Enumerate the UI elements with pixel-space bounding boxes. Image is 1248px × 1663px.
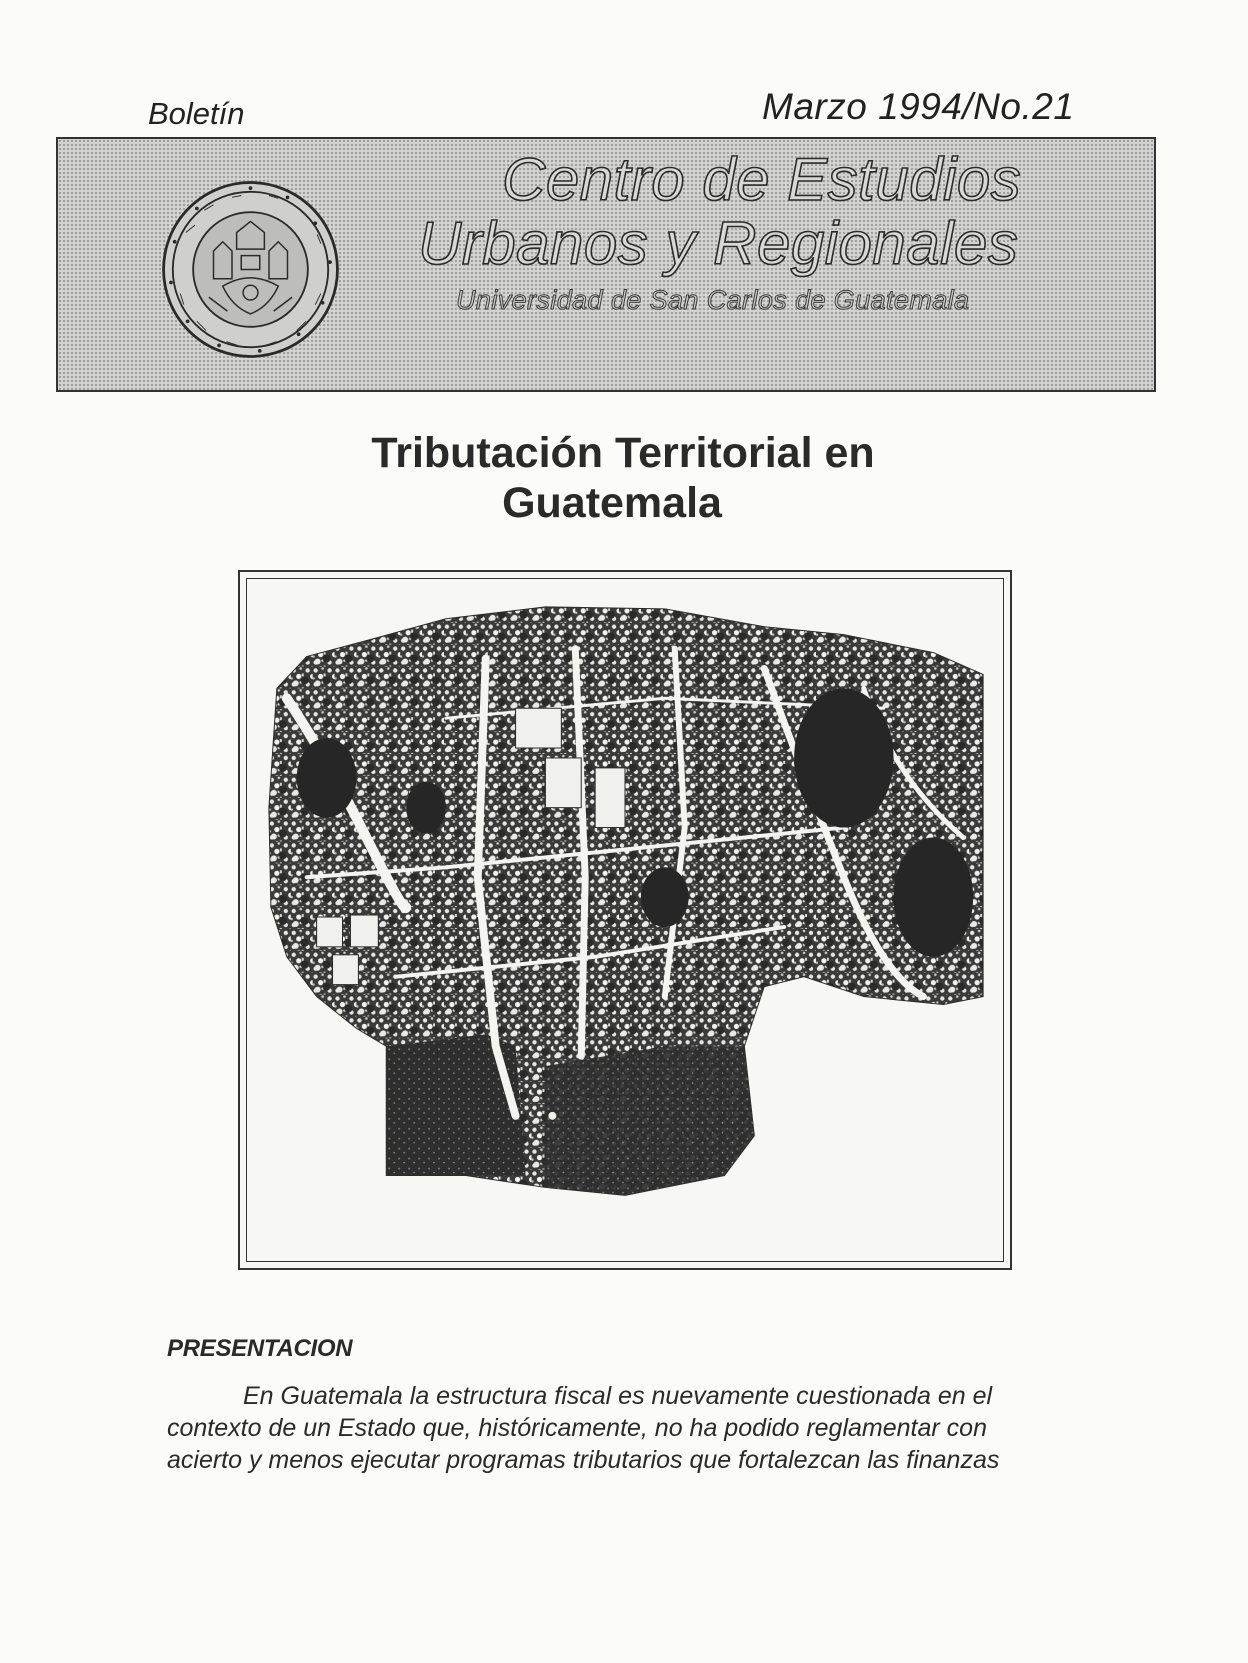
- aerial-photo-border: [246, 578, 1004, 1262]
- section-heading-presentacion: PRESENTACION: [167, 1335, 353, 1362]
- issue-date-number: Marzo 1994/No.21: [762, 86, 1075, 127]
- banner-title-line-1: Centro de Estudios: [502, 146, 1022, 213]
- title-line-1: Tributación Territorial en: [371, 429, 875, 477]
- paragraph-line-2: contexto de un Estado que, históricamente, no ha podido reglamentar con: [167, 1414, 987, 1442]
- page-title: [0, 428, 1248, 528]
- university-seal-icon: [158, 177, 343, 362]
- banner-university-name: Universidad de San Carlos de Guatemala: [456, 285, 970, 315]
- paragraph-line-1: En Guatemala la estructura fiscal es nuevamente cuestionada en el: [243, 1382, 993, 1410]
- aerial-photo-frame: [238, 570, 1012, 1270]
- bulletin-label: Boletín: [148, 96, 245, 131]
- aerial-photo-guatemala-city-icon: [247, 579, 1003, 1261]
- banner-title-line-2: Urbanos y Regionales: [418, 210, 1019, 277]
- paragraph-line-3: acierto y menos ejecutar programas tributarios que fortalezcan las finanzas: [167, 1446, 1000, 1474]
- institution-banner: [56, 137, 1156, 392]
- title-line-2: Guatemala: [502, 479, 722, 527]
- presentation-paragraph: [167, 1380, 1102, 1476]
